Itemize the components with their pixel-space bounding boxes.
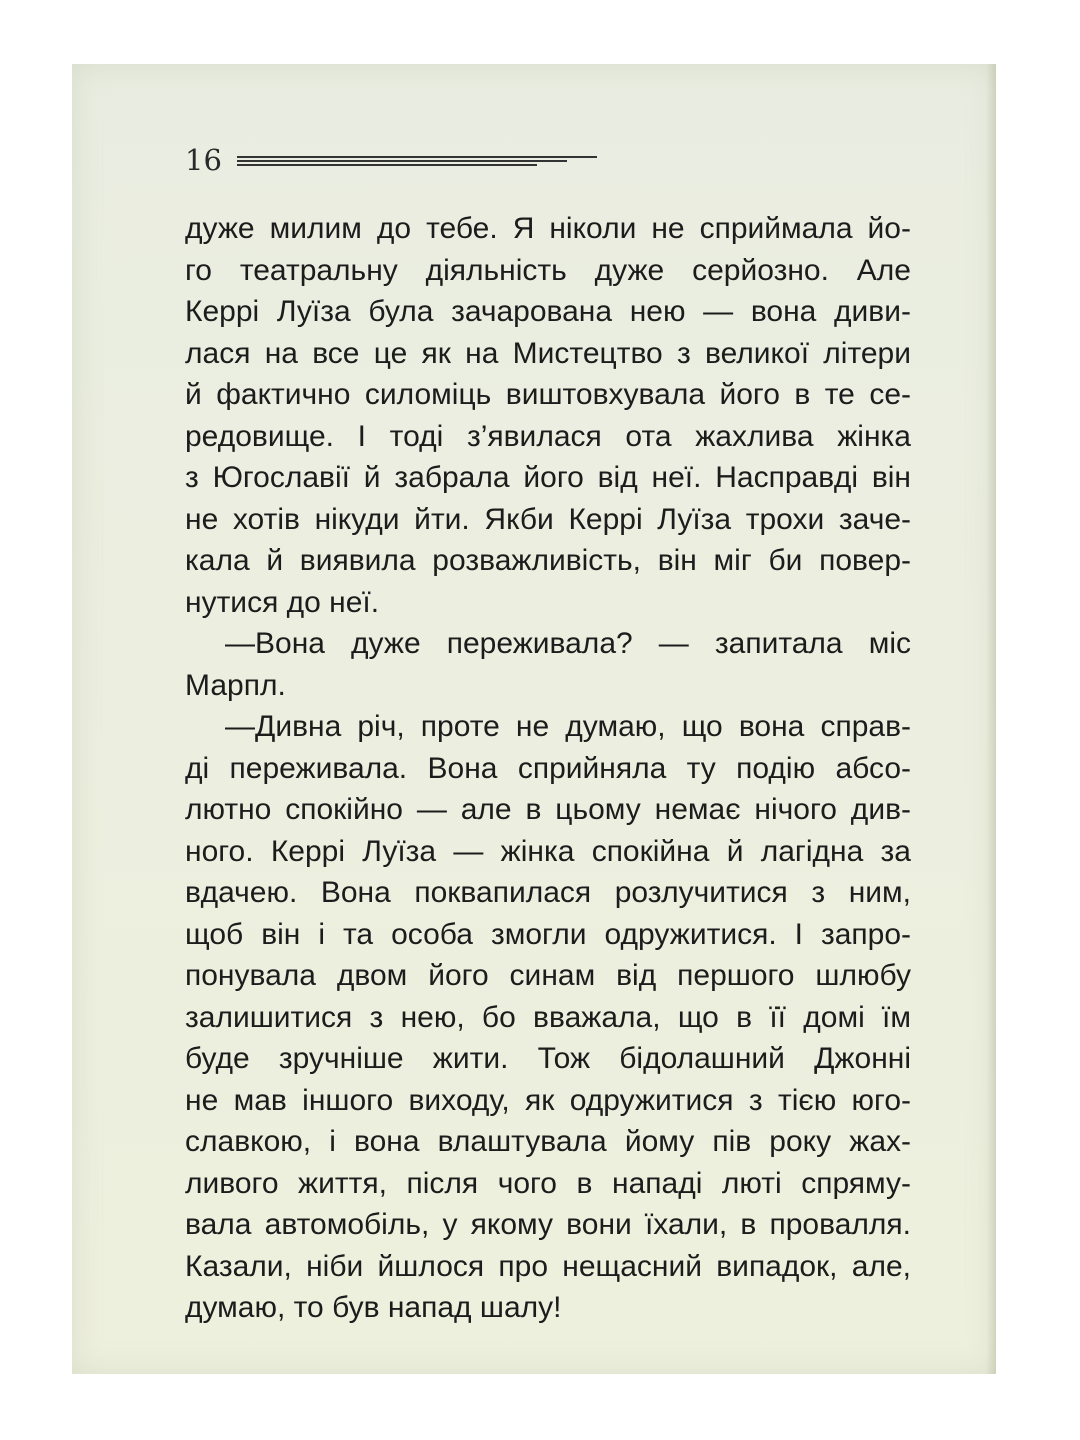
text-line: ді переживала. Вона сприйняла ту подію абсо- [185, 751, 911, 785]
text-line: ливого життя, після чого в нападі люті спряму- [185, 1166, 911, 1200]
text-line: не хотів нікуди йти. Якби Керрі Луїза трохи заче- [185, 502, 911, 536]
text-line: з Югославії й забрала його від неї. Насправді він [185, 461, 911, 494]
text-line: дуже милим до тебе. Я ніколи не сприймала йо- [185, 212, 911, 245]
text-line: Марпл. [185, 668, 286, 702]
text-line: думаю, то був напад шалу! [185, 1291, 562, 1324]
text-line: вала автомобіль, у якому вони їхали, в провалля. [185, 1208, 911, 1241]
text-line: Керрі Луїза була зачарована нею — вона диви- [185, 295, 911, 328]
text-line: го театральну діяльність дуже серйозно. Але [185, 253, 911, 287]
text-line: й фактично силоміць виштовхувала його в те се- [185, 378, 911, 411]
text-line: —Дивна річ, проте не думаю, що вона справ- [225, 710, 911, 743]
text-line: щоб він і та особа змогли одружитися. І запро- [185, 917, 911, 951]
page-number: 16 [185, 143, 222, 177]
text-line: Казали, ніби йшлося про нещасний випадок, але, [185, 1249, 911, 1283]
book-page [72, 64, 996, 1374]
text-line: лютно спокійно — але в цьому немає нічого див- [185, 793, 911, 826]
body-text [185, 208, 911, 1329]
text-line: не мав іншого виходу, як одружитися з тією юго- [185, 1083, 911, 1117]
text-line: лася на все це як на Мистецтво з великої літери [185, 336, 911, 370]
page-edge-shadow [986, 64, 996, 1374]
text-line: ного. Керрі Луїза — жінка спокійна й лагідна за [185, 834, 911, 868]
text-line: понувала двом його синам від першого шлюбу [185, 959, 911, 992]
text-line: редовище. І тоді з’явилася ота жахлива жінка [185, 419, 911, 453]
text-line: вдачею. Вона поквапилася розлучитися з ним, [185, 876, 911, 909]
running-head [185, 140, 625, 180]
header-rule [237, 156, 597, 169]
text-line: кала й виявила розважливість, він міг би повер- [185, 544, 911, 577]
text-line: нутися до неї. [185, 585, 380, 619]
text-line: —Вона дуже переживала? — запитала міс [225, 627, 911, 660]
text-line: буде зручніше жити. Тож бідолашний Джонні [185, 1042, 911, 1075]
text-line: славкою, і вона влаштувала йому пів року жах- [185, 1125, 911, 1158]
text-line: залишитися з нею, бо вважала, що в її домі їм [185, 1000, 911, 1034]
